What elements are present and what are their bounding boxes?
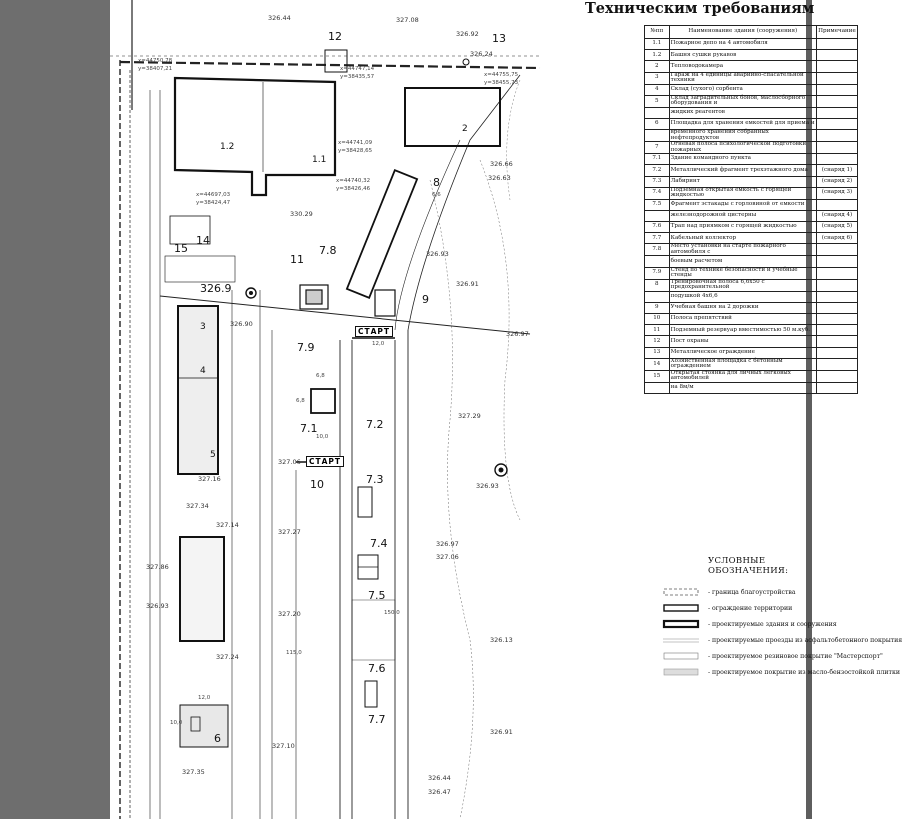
legend-text-boundary: - граница благоустройства [708, 589, 796, 596]
cell-note [817, 84, 858, 95]
table-row [645, 314, 858, 325]
label-2: 2 [462, 124, 468, 134]
dim-10-0-b: 10,0 [170, 720, 183, 726]
cell-name: железнодорожной цистерны [669, 210, 816, 221]
cell-number [645, 210, 670, 221]
dim-150: 150,0 [384, 610, 400, 616]
cell-name: временного хранения собранных нефтепродуктов [669, 130, 816, 142]
cell-number: 7.6 [645, 222, 670, 233]
cell-note [817, 325, 858, 336]
cell-note [817, 370, 858, 382]
cell-name: Хозяйственная площадка с бетонным ограждением [669, 358, 816, 370]
cell-note: (снаряд 1) [817, 165, 858, 176]
coord-y-3: y=38428,65 [338, 148, 373, 154]
table-row [645, 107, 858, 118]
building-7-6 [365, 681, 377, 707]
specification-table [644, 25, 858, 394]
label-7-1: 7.1 [300, 422, 318, 435]
cell-number: 7.9 [645, 267, 670, 279]
cell-name: Полоса препятствий [669, 314, 816, 325]
legend-row-boundary [708, 588, 806, 604]
elev-30: 326.9 [200, 282, 232, 295]
coord-y-2: y=38455,73 [484, 80, 519, 86]
label-7-4: 7.4 [370, 537, 388, 550]
cell-name: жидких реагентов [669, 107, 816, 118]
contour-1 [430, 180, 473, 819]
cell-number: 3 [645, 72, 670, 84]
table-row [645, 222, 858, 233]
elev-5: 326.66 [490, 160, 513, 168]
col-header-number: №пп [645, 26, 670, 39]
cell-number: 7.7 [645, 233, 670, 244]
cell-note [817, 291, 858, 302]
table-body [645, 39, 858, 394]
coord-x-3: x=44741,09 [338, 140, 373, 146]
cell-note: (снаряд 4) [817, 210, 858, 221]
cell-name: Учебная башня на 2 дорожки [669, 302, 816, 313]
table-row [645, 84, 858, 95]
table-row [645, 154, 858, 165]
cell-note [817, 142, 858, 154]
label-9: 9 [422, 293, 429, 306]
cell-number: 7.2 [645, 165, 670, 176]
table-row [645, 347, 858, 358]
cell-number: 14 [645, 358, 670, 370]
dim-6-6: 6,6 [432, 192, 441, 198]
elev-1: 326.44 [268, 14, 291, 22]
cell-note [817, 61, 858, 72]
table-row [645, 118, 858, 129]
contour-2 [480, 160, 520, 520]
elev-7: 326.93 [426, 250, 449, 258]
coord-x-5: x=44740,32 [336, 178, 371, 184]
cell-note [817, 347, 858, 358]
elev-20: 327.86 [146, 563, 169, 571]
legend-text-tile: - проектируемое покрытие из масло-бензостойкой плитки [708, 669, 900, 676]
post [463, 59, 469, 65]
road-curve [408, 75, 520, 330]
elev-4: 326.24 [470, 50, 493, 58]
page-title: Техническим требованиям [585, 0, 815, 17]
cell-note: (снаряд 6) [817, 233, 858, 244]
legend-row-rubber [708, 652, 883, 668]
cell-number: 12 [645, 336, 670, 347]
table-header-row [645, 26, 858, 39]
label-12: 12 [328, 30, 342, 43]
dim-6-8-a: 6,8 [316, 373, 325, 379]
label-1-1: 1.1 [312, 155, 327, 165]
label-7-9: 7.9 [297, 341, 315, 354]
building-7-1 [311, 389, 335, 413]
table-row [645, 336, 858, 347]
elev-17: 327.16 [198, 475, 221, 483]
label-7-5: 7.5 [368, 589, 386, 602]
start-label-7: СТАРТ [355, 326, 393, 337]
building-1-outline [175, 78, 335, 195]
label-3: 3 [200, 322, 206, 332]
legend-text-rubber: - проектируемое резиновое покрытие "Мастерспорт" [708, 653, 883, 660]
cell-number: 9 [645, 302, 670, 313]
table-row [645, 165, 858, 176]
cell-name: Тепловодокамера [669, 61, 816, 72]
contour-3 [507, 80, 520, 200]
cell-note [817, 302, 858, 313]
table-row [645, 176, 858, 187]
cell-number: 7.4 [645, 187, 670, 199]
table-row [645, 267, 858, 279]
table-row [645, 256, 858, 267]
cell-note [817, 39, 858, 50]
label-11: 11 [290, 253, 304, 266]
cell-note [817, 118, 858, 129]
table-row [645, 210, 858, 221]
coord-y-6: y=38407,21 [138, 66, 173, 72]
table-row [645, 187, 858, 199]
label-14: 14 [196, 234, 210, 247]
cell-note [817, 358, 858, 370]
cell-note [817, 244, 858, 256]
legend-text-buildings: - проектируемые здания и сооружения [708, 621, 837, 628]
table-row [645, 382, 858, 393]
label-5: 5 [210, 450, 216, 460]
cell-name: подушкой 4х6,6 [669, 291, 816, 302]
start-label-10: СТАРТ [306, 456, 344, 467]
elev-12: 326.93 [476, 482, 499, 490]
cell-number: 7.1 [645, 154, 670, 165]
cell-note: (снаряд 2) [817, 176, 858, 187]
left-frame [0, 0, 110, 819]
cell-note [817, 72, 858, 84]
elev-13: 326.97 [436, 540, 459, 548]
building-7-8-inner [306, 290, 322, 304]
cell-name: боевым расчетом [669, 256, 816, 267]
legend-title: УСЛОВНЫЕ ОБОЗНАЧЕНИЯ: [708, 556, 789, 576]
cell-number [645, 107, 670, 118]
elev-3: 326.92 [456, 30, 479, 38]
cell-number: 15 [645, 370, 670, 382]
cell-number: 1.2 [645, 50, 670, 61]
label-7-8: 7.8 [319, 244, 337, 257]
tile-cover-icon [663, 668, 699, 676]
elev-2: 327.08 [396, 16, 419, 24]
asphalt-road-icon [663, 636, 699, 644]
cell-note [817, 267, 858, 279]
cell-note [817, 154, 858, 165]
cell-number [645, 382, 670, 393]
elev-25: 326.44 [428, 774, 451, 782]
cell-number [645, 291, 670, 302]
elev-31: 327.27 [278, 528, 301, 536]
cell-name: Склад заградительных бонов, маслосборного оборудования и [669, 95, 816, 107]
cell-note [817, 199, 858, 210]
cell-note [817, 314, 858, 325]
legend-text-fence: - ограждение территории [708, 605, 793, 612]
cell-number: 5 [645, 95, 670, 107]
cell-name: Пожарное депо на 4 автомобиля [669, 39, 816, 50]
cell-note [817, 95, 858, 107]
legend-row-asphalt [708, 636, 902, 652]
hydrant-2-dot [499, 468, 504, 473]
cell-note [817, 382, 858, 393]
elev-15: 326.13 [490, 636, 513, 644]
cell-name: на 8м/м [669, 382, 816, 393]
cell-number: 13 [645, 347, 670, 358]
building-2 [405, 88, 500, 146]
label-15: 15 [174, 242, 188, 255]
elev-21: 326.93 [146, 602, 169, 610]
legend-text-asphalt: - проектируемые проезды из асфальтобетонного покрытия [708, 637, 902, 644]
cell-note: (снаряд 3) [817, 187, 858, 199]
cell-note: (снаряд 5) [817, 222, 858, 233]
building-3-4 [178, 306, 218, 474]
legend-row-buildings [708, 620, 837, 636]
label-10: 10 [310, 478, 324, 491]
legend [708, 556, 902, 684]
label-1-2: 1.2 [220, 142, 235, 152]
dim-10-0-a: 10,0 [316, 434, 329, 440]
cell-note [817, 107, 858, 118]
elev-23: 327.10 [272, 742, 295, 750]
dim-12-0-a: 12,0 [372, 341, 385, 347]
label-13: 13 [492, 32, 506, 45]
elev-28: 327.06 [278, 458, 301, 466]
table-row [645, 72, 858, 84]
table-row [645, 291, 858, 302]
dim-6-8-b: 6,8 [296, 398, 305, 404]
building-outline-icon [663, 620, 699, 628]
cell-number: 7.3 [645, 176, 670, 187]
label-4: 4 [200, 366, 206, 376]
hydrant-1-dot [249, 291, 253, 295]
cell-number: 7 [645, 142, 670, 154]
coord-x-4: x=44697,03 [196, 192, 231, 198]
cell-number: 7.8 [645, 244, 670, 256]
cell-number: 1.1 [645, 39, 670, 50]
cell-name: Металлическое ограждение [669, 347, 816, 358]
rubber-cover-icon [663, 652, 699, 660]
cell-name: Лабиринт [669, 176, 816, 187]
cell-name: Металлический фрагмент трехэтажного дома [669, 165, 816, 176]
building-9 [375, 290, 395, 316]
table-row [645, 325, 858, 336]
cell-note [817, 130, 858, 142]
cell-name: Тренировочная полоса 6,6х50 с предохранительной [669, 279, 816, 291]
cell-number [645, 130, 670, 142]
building-7-3 [358, 487, 372, 517]
coord-x-1: x=44747,14 [340, 66, 375, 72]
cell-name: Открытая стоянка для личных легковых автомобилей [669, 370, 816, 382]
cell-number: 7.5 [645, 199, 670, 210]
drawing-sheet [110, 0, 902, 819]
label-7-3: 7.3 [366, 473, 384, 486]
cell-name: Площадка для хранения емкостей для приема и [669, 118, 816, 129]
elev-8: 326.91 [456, 280, 479, 288]
cell-name: Здание командного пункта [669, 154, 816, 165]
cell-number [645, 256, 670, 267]
building-5 [180, 537, 224, 641]
cell-number: 10 [645, 314, 670, 325]
elev-29: 330.29 [290, 210, 313, 218]
cell-number: 4 [645, 84, 670, 95]
cell-name: Трап над приямком с горящей жидкостью [669, 222, 816, 233]
col-header-note: Примечание [817, 26, 858, 39]
track-7-5 [352, 600, 395, 660]
label-7-6: 7.6 [368, 662, 386, 675]
dashed-line-icon [663, 588, 699, 596]
elev-11: 327.29 [458, 412, 481, 420]
elev-10: 326.90 [230, 320, 253, 328]
elev-19: 327.14 [216, 521, 239, 529]
elev-24: 327.35 [182, 768, 205, 776]
cell-name: Фрагмент эстакады с горловиной от емкости [669, 199, 816, 210]
elev-18: 327.34 [186, 502, 209, 510]
dim-115: 115,0 [286, 650, 302, 656]
cell-name: Стенд по технике безопасности и учебные стенды [669, 267, 816, 279]
coord-x-2: x=44755,75 [484, 72, 519, 78]
elev-6: 326.63 [488, 174, 511, 182]
elev-9: 326.97 [506, 330, 529, 338]
cell-name: Место установки на старте пожарного автомобиля с [669, 244, 816, 256]
cell-name: Пост охраны [669, 336, 816, 347]
cell-note [817, 50, 858, 61]
legend-row-fence [708, 604, 806, 620]
coord-y-4: y=38424,47 [196, 200, 231, 206]
label-7-7: 7.7 [368, 713, 386, 726]
cell-note [817, 279, 858, 291]
table-row [645, 279, 858, 291]
cell-note [817, 336, 858, 347]
parking-15 [165, 256, 235, 282]
table-row [645, 302, 858, 313]
cell-note [817, 256, 858, 267]
fence-icon [663, 604, 699, 612]
table-row [645, 50, 858, 61]
cell-number: 2 [645, 61, 670, 72]
legend-row-tile [708, 668, 900, 684]
cell-name: Подземная открытая емкость с горящей жидкостью [669, 187, 816, 199]
fence-line-top [120, 62, 540, 68]
cell-name: Кабельный коллектор [669, 233, 816, 244]
label-8: 8 [433, 176, 440, 189]
elev-26: 326.47 [428, 788, 451, 796]
table-row [645, 233, 858, 244]
label-6: 6 [214, 732, 221, 745]
table-row [645, 130, 858, 142]
cell-number: 6 [645, 118, 670, 129]
elev-16: 326.91 [490, 728, 513, 736]
table-row [645, 244, 858, 256]
table-row [645, 61, 858, 72]
cell-name: Склад (сухого) сорбента [669, 84, 816, 95]
cell-name: Гараж на 4 единицы аварийно-спасательной техники [669, 72, 816, 84]
elev-22: 327.24 [216, 653, 239, 661]
table-row [645, 39, 858, 50]
coord-y-1: y=38435,57 [340, 74, 375, 80]
table-row [645, 358, 858, 370]
table-row [645, 142, 858, 154]
cell-number: 8 [645, 279, 670, 291]
table-row [645, 95, 858, 107]
coord-x-6: x=44750,78 [138, 58, 173, 64]
elev-14: 327.06 [436, 553, 459, 561]
cell-name: Башня сушки рукавов [669, 50, 816, 61]
elev-27: 327.20 [278, 610, 301, 618]
table-row [645, 199, 858, 210]
coord-y-5: y=38426,46 [336, 186, 371, 192]
cell-name: Огневая полоса психологической подготовки пожарных [669, 142, 816, 154]
col-header-name: Наименование здания (сооружения) [669, 26, 816, 39]
cell-number: 11 [645, 325, 670, 336]
label-7-2: 7.2 [366, 418, 384, 431]
cell-name: Подземный резервуар вместимостью 50 м.куб. [669, 325, 816, 336]
dim-12-0-b: 12,0 [198, 695, 211, 701]
table-row [645, 370, 858, 382]
